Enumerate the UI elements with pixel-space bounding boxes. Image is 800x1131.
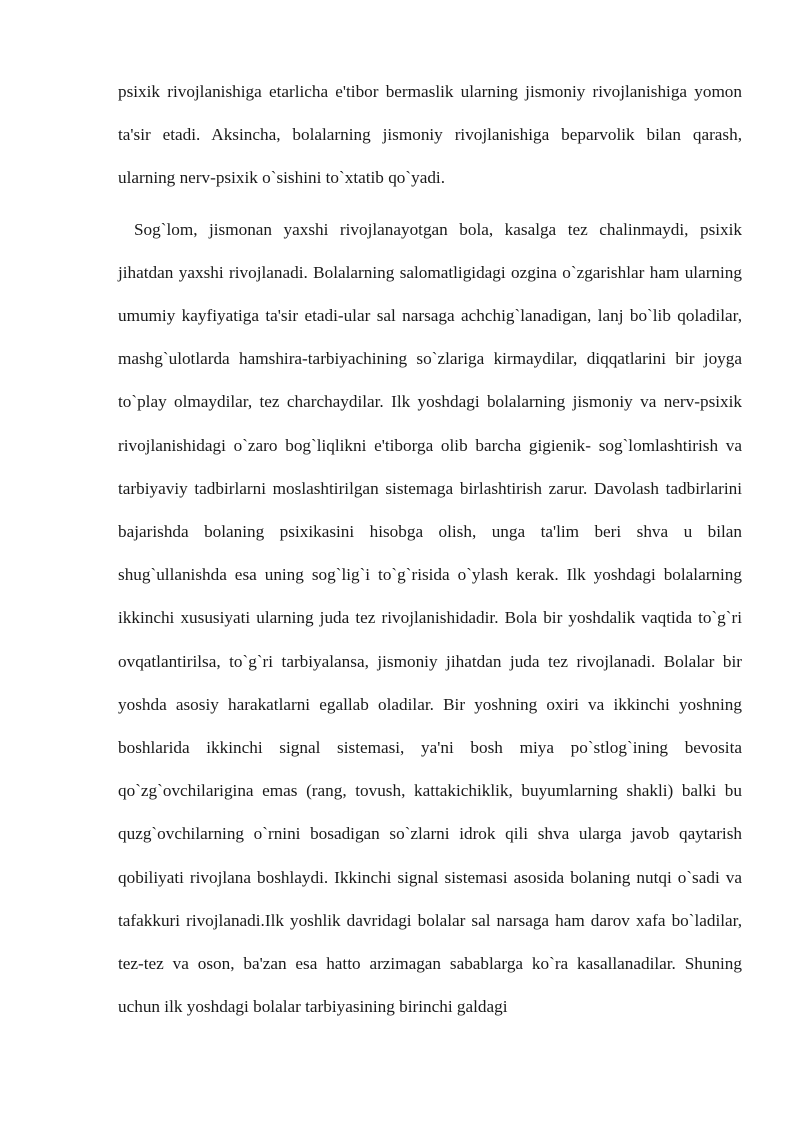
paragraph: psixik rivojlanishiga etarlicha e'tibor bermaslik ularning jismoniy rivojlanishiga yomon ta'sir etadi. Aksincha, bolalarning jismoniy rivojlanishiga beparvolik bilan qarash, ularning nerv-psixik o`sishini to`xtatib qo`yadi. [118,82,742,188]
document-page [118,70,742,1028]
paragraph: Sog`lom, jismonan yaxshi rivojlanayotgan bola, kasalga tez chalinmaydi, psixik jihatdan yaxshi rivojlanadi. Bolalarning salomatligidagi ozgina o`zgarishlar ham ularning umumiy kayfiyatiga ta'sir etadi-ular sal narsaga achchig`lanadigan, lanj bo`lib qoladilar, mashg`ulotlarda hamshira-tarbiyachining so`zlariga kirmaydilar, diqqatlarini bir joyga to`play olmaydilar, tez charchaydilar. Ilk yoshdagi bolalarning jismoniy va nerv-psixik rivojlanishidagi o`zaro bog`liqlikni e'tiborga olib barcha gigienik- sog`lomlashtirish va tarbiyaviy tadbirlarni moslashtirilgan sistemaga birlashtirish zarur. Davolash tadbirlarini bajarishda bolaning psixikasini hisobga olish, unga ta'lim beri shva u bilan shug`ullanishda esa uning sog`lig`i to`g`risida o`ylash kerak. Ilk yoshdagi bolalarning ikkinchi xususiyati ularning juda tez rivojlanishidadir. Bola bir yoshdalik vaqtida to`g`ri ovqatlantirilsa, to`g`ri tarbiyalansa, jismoniy jihatdan juda tez rivojlanadi. Bolalar bir yoshda asosiy harakatlarni egallab oladilar. Bir yoshning oxiri va ikkinchi yoshning boshlarida ikkinchi signal sistemasi, ya'ni bosh miya po`stlog`ining bevosita qo`zg`ovchilarigina emas (rang, tovush, kattakichiklik, buyumlarning shakli) balki bu quzg`ovchilarning o`rnini bosadigan so`zlarni idrok qili shva ularga javob qaytarish qobiliyati rivojlana boshlaydi. Ikkinchi signal sistemasi asosida bolaning nutqi o`sadi va tafakkuri rivojlanadi.Ilk yoshlik davridagi bolalar sal narsaga ham darov xafa bo`ladilar, tez-tez va oson, ba'zan esa hatto arzimagan sabablarga ko`ra kasallanadilar. Shuning uchun ilk yoshdagi bolalar tarbiyasining birinchi galdagi [118,219,742,1017]
